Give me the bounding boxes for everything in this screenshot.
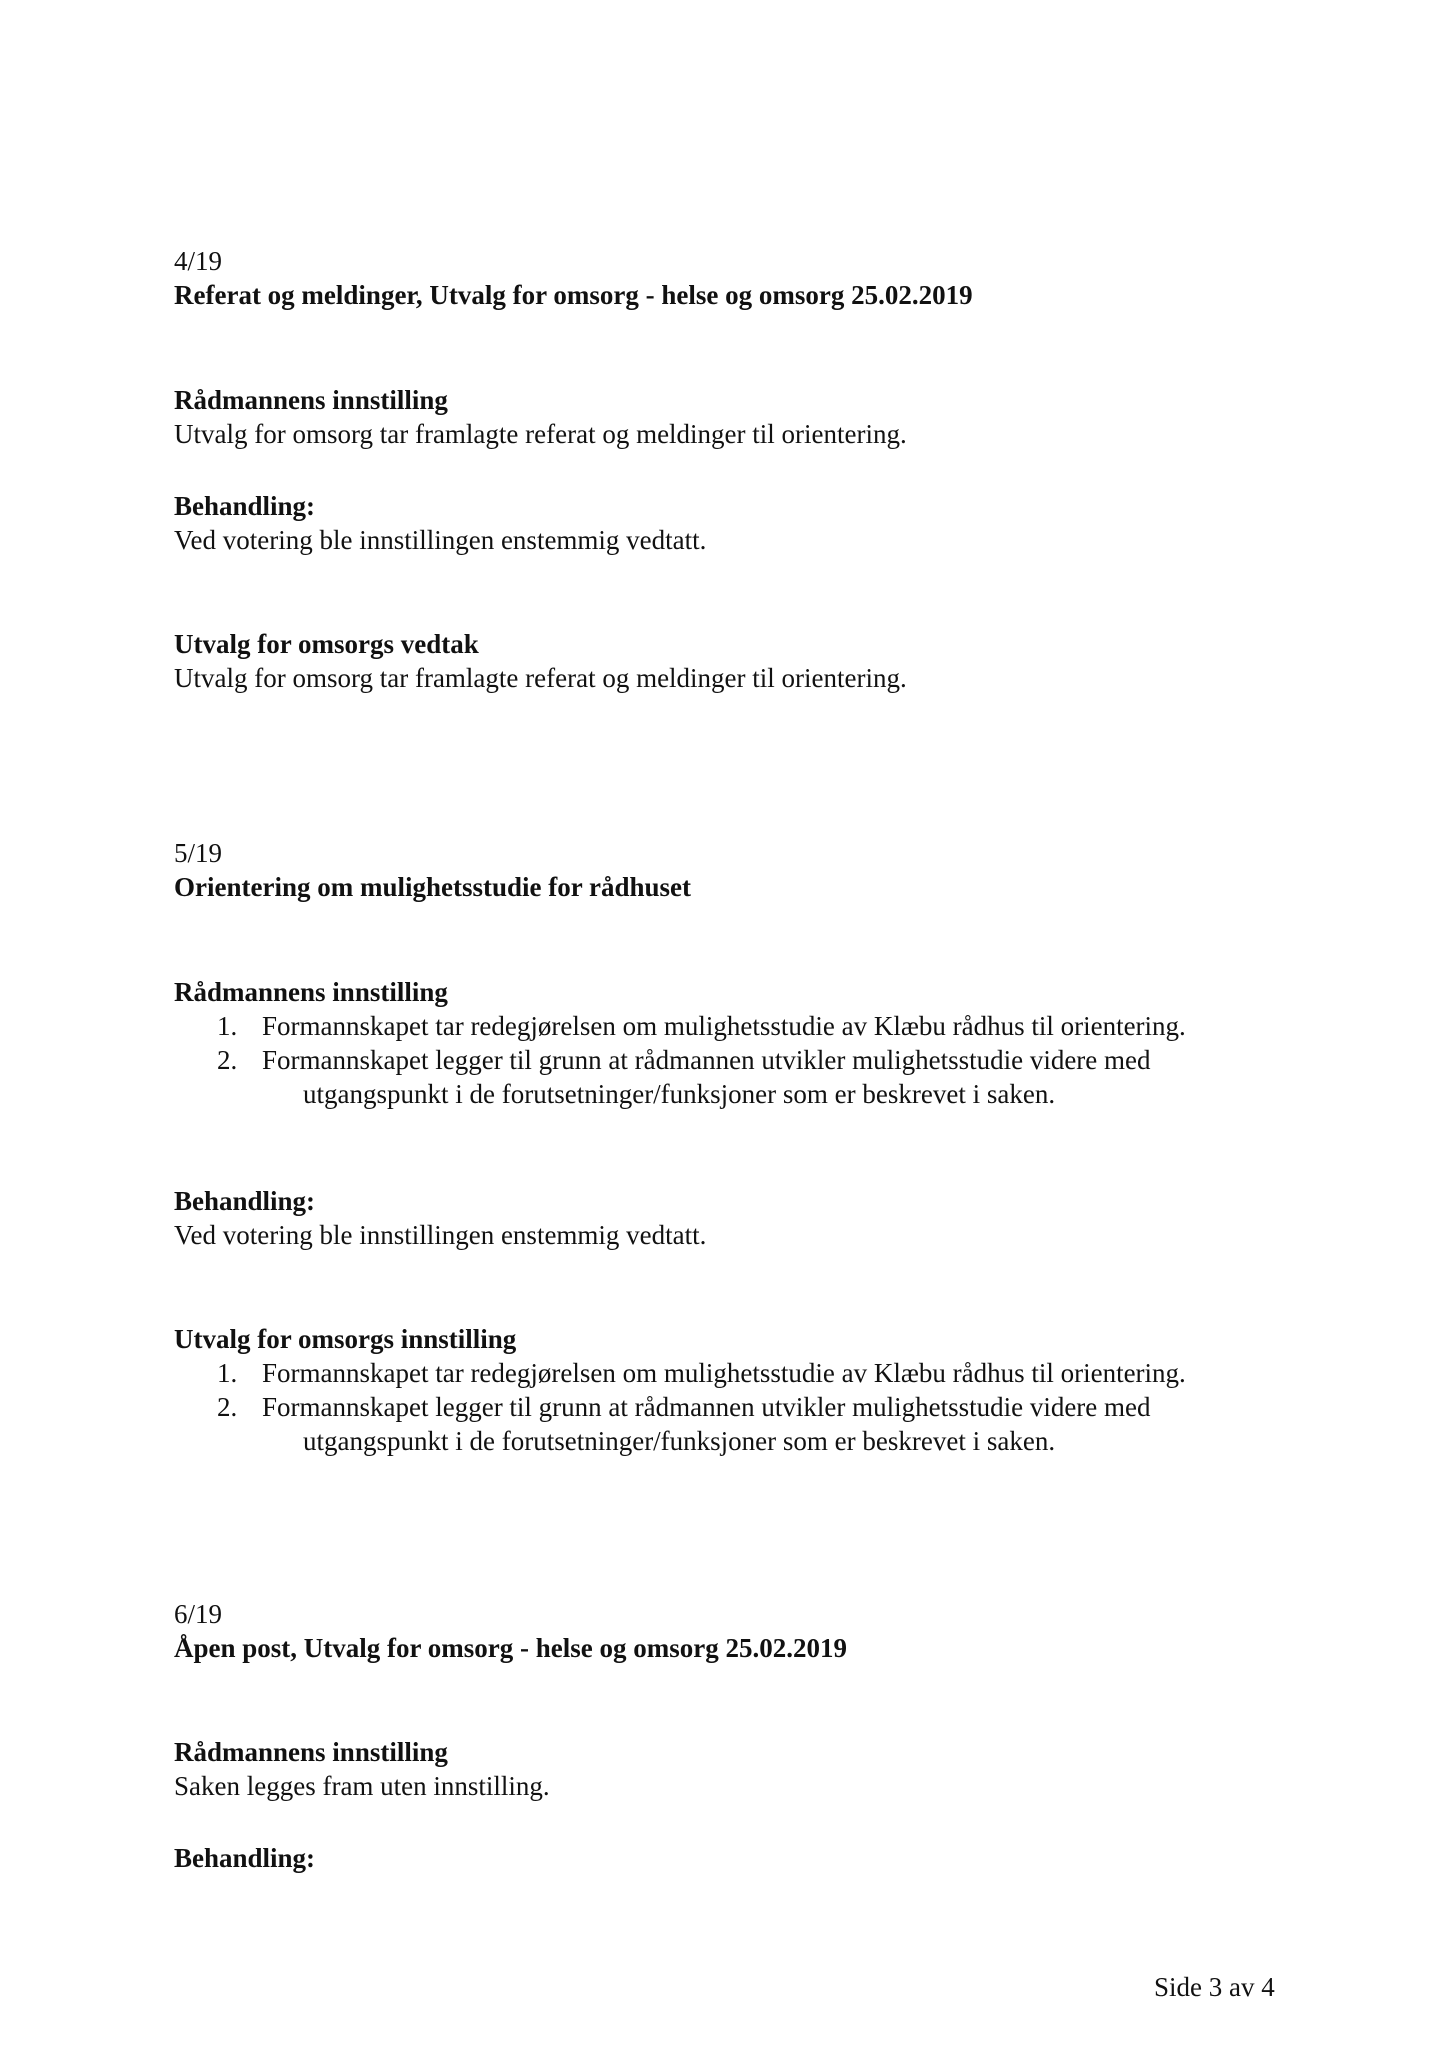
- list-text: Formannskapet legger til grunn at rådmannen utvikler mulighetsstudie videre med: [262, 1045, 1151, 1075]
- case-number: 5/19: [174, 838, 223, 868]
- list-text: Formannskapet legger til grunn at rådmannen utvikler mulighetsstudie videre med: [262, 1392, 1151, 1422]
- case-number: 4/19: [174, 246, 223, 276]
- case-title: Referat og meldinger, Utvalg for omsorg - helse og omsorg 25.02.2019: [174, 280, 973, 310]
- list-text: utgangspunkt i de forutsetninger/funksjoner som er beskrevet i saken.: [303, 1079, 1056, 1109]
- section-text: Utvalg for omsorg tar framlagte referat og meldinger til orientering.: [174, 663, 907, 693]
- list-number: 1.: [217, 1011, 238, 1041]
- list-text: Formannskapet tar redegjørelsen om mulighetsstudie av Klæbu rådhus til orientering.: [262, 1358, 1186, 1388]
- case-title: Orientering om mulighetsstudie for rådhuset: [174, 872, 691, 902]
- section-heading-innstilling: Utvalg for omsorgs innstilling: [174, 1324, 517, 1354]
- section-text: Saken legges fram uten innstilling.: [174, 1771, 550, 1801]
- section-heading-behandling: Behandling:: [174, 491, 316, 521]
- section-text: Ved votering ble innstillingen enstemmig vedtatt.: [174, 525, 707, 555]
- section-heading-behandling: Behandling:: [174, 1186, 316, 1216]
- case-number: 6/19: [174, 1599, 223, 1629]
- section-heading-vedtak: Utvalg for omsorgs vedtak: [174, 629, 479, 659]
- section-heading-radmann: Rådmannens innstilling: [174, 977, 448, 1007]
- section-heading-behandling: Behandling:: [174, 1843, 316, 1873]
- section-heading-radmann: Rådmannens innstilling: [174, 385, 448, 415]
- section-text: Ved votering ble innstillingen enstemmig vedtatt.: [174, 1220, 707, 1250]
- case-title: Åpen post, Utvalg for omsorg - helse og omsorg 25.02.2019: [174, 1633, 847, 1663]
- list-text: Formannskapet tar redegjørelsen om mulighetsstudie av Klæbu rådhus til orientering.: [262, 1011, 1186, 1041]
- page-number-footer: Side 3 av 4: [1154, 1972, 1275, 2002]
- section-heading-radmann: Rådmannens innstilling: [174, 1737, 448, 1767]
- list-text: utgangspunkt i de forutsetninger/funksjoner som er beskrevet i saken.: [303, 1426, 1056, 1456]
- list-number: 2.: [217, 1045, 238, 1075]
- list-number: 1.: [217, 1358, 238, 1388]
- list-number: 2.: [217, 1392, 238, 1422]
- section-text: Utvalg for omsorg tar framlagte referat og meldinger til orientering.: [174, 419, 907, 449]
